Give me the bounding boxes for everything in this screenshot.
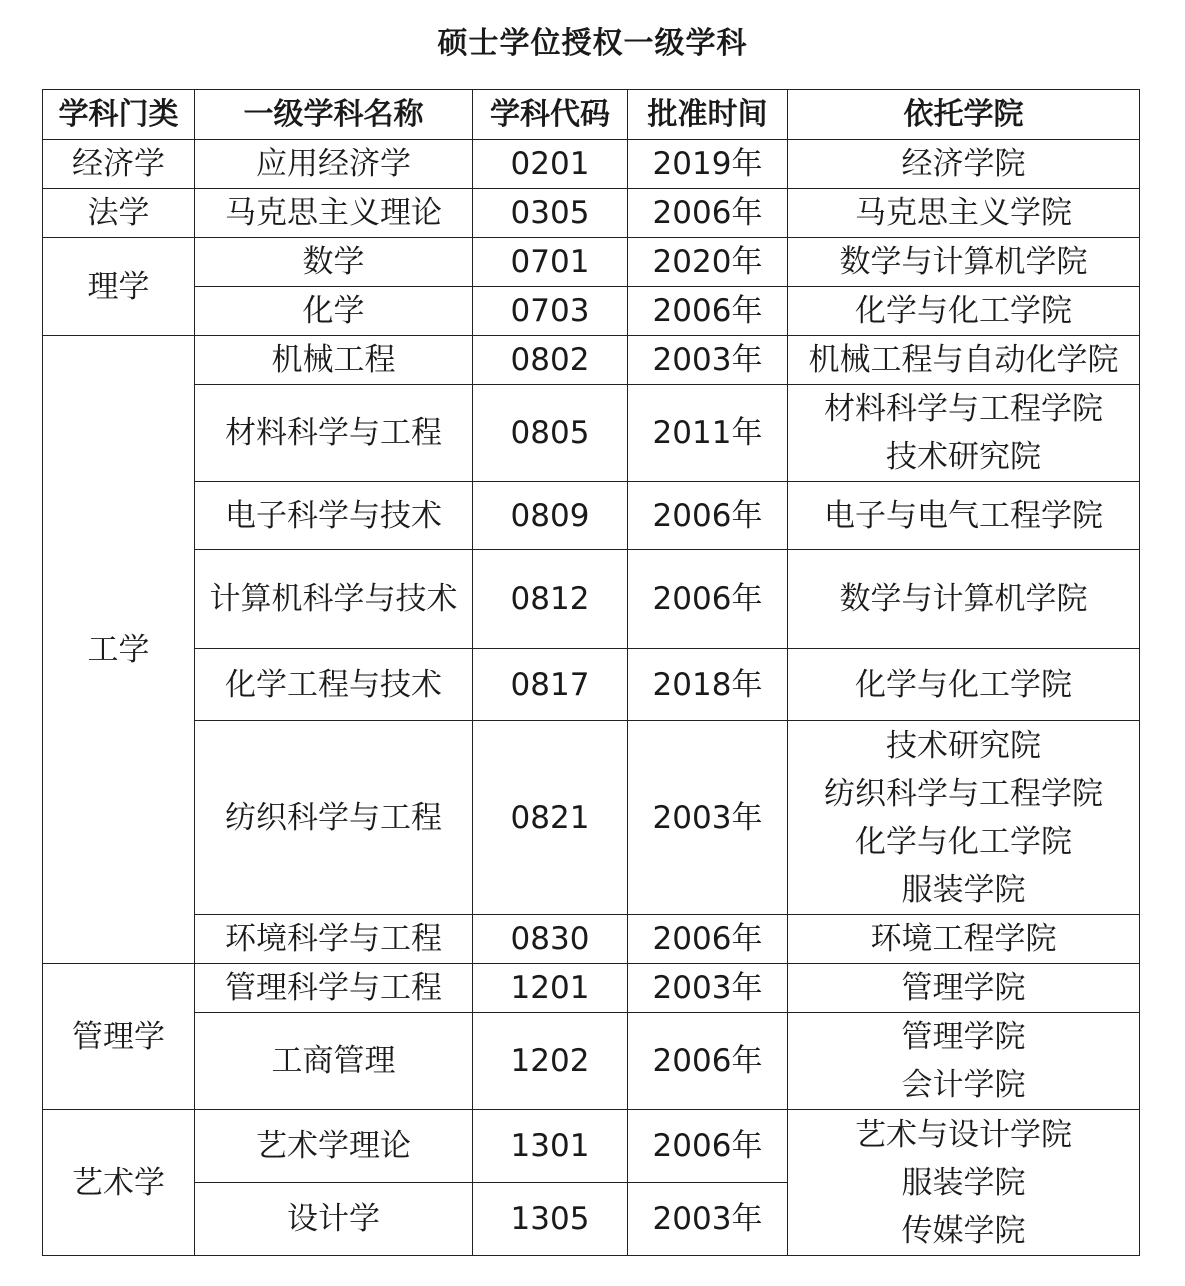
discipline-name-cell: 艺术学理论 xyxy=(195,1110,473,1183)
year-cell: 2006年 xyxy=(628,482,788,550)
header-category: 学科门类 xyxy=(43,90,195,140)
college-cell xyxy=(788,915,1140,964)
code-cell: 0701 xyxy=(473,238,628,287)
code-cell: 0805 xyxy=(473,385,628,482)
code-cell: 1201 xyxy=(473,964,628,1013)
table-row xyxy=(43,721,1140,915)
discipline-name-cell: 计算机科学与技术 xyxy=(195,550,473,649)
table-row xyxy=(43,336,1140,385)
category-cell: 艺术学 xyxy=(43,1110,195,1256)
table-row xyxy=(43,1013,1140,1110)
college-cell xyxy=(788,964,1140,1013)
year-cell: 2006年 xyxy=(628,189,788,238)
table-row xyxy=(43,238,1140,287)
discipline-name-cell: 化学工程与技术 xyxy=(195,649,473,721)
table-row xyxy=(43,287,1140,336)
college-line: 管理学院 xyxy=(901,970,1026,1006)
year-cell: 2018年 xyxy=(628,649,788,721)
discipline-name-cell: 马克思主义理论 xyxy=(195,189,473,238)
header-discipline-name: 一级学科名称 xyxy=(195,90,473,140)
code-cell: 1202 xyxy=(473,1013,628,1110)
discipline-name-cell: 电子科学与技术 xyxy=(195,482,473,550)
college-line: 纺织科学与工程学院 xyxy=(824,775,1103,812)
year-cell: 2006年 xyxy=(628,1013,788,1110)
college-cell xyxy=(788,550,1140,649)
college-line: 电子与电气工程学院 xyxy=(824,497,1103,534)
college-line: 传媒学院 xyxy=(901,1212,1026,1249)
discipline-name-cell: 数学 xyxy=(195,238,473,287)
college-line: 技术研究院 xyxy=(886,439,1041,475)
discipline-name-cell: 纺织科学与工程 xyxy=(195,721,473,915)
college-cell xyxy=(788,238,1140,287)
table-row xyxy=(43,189,1140,238)
code-cell: 1301 xyxy=(473,1110,628,1183)
year-cell: 2006年 xyxy=(628,287,788,336)
discipline-name-cell: 工商管理 xyxy=(195,1013,473,1110)
college-cell xyxy=(788,385,1140,482)
code-cell: 1305 xyxy=(473,1183,628,1256)
code-cell: 0305 xyxy=(473,189,628,238)
discipline-name-cell: 环境科学与工程 xyxy=(195,915,473,964)
college-line: 管理学院 xyxy=(901,1019,1026,1055)
year-cell: 2003年 xyxy=(628,964,788,1013)
discipline-table xyxy=(42,89,1140,1256)
code-cell: 0809 xyxy=(473,482,628,550)
discipline-name-cell: 应用经济学 xyxy=(195,140,473,189)
college-line: 马克思主义学院 xyxy=(855,195,1072,231)
discipline-name-cell: 机械工程 xyxy=(195,336,473,385)
header-row xyxy=(43,90,1140,140)
year-cell: 2006年 xyxy=(628,915,788,964)
year-cell: 2003年 xyxy=(628,336,788,385)
year-cell: 2003年 xyxy=(628,1183,788,1256)
category-cell: 理学 xyxy=(43,238,195,336)
discipline-name-cell: 化学 xyxy=(195,287,473,336)
year-cell: 2020年 xyxy=(628,238,788,287)
table-row xyxy=(43,964,1140,1013)
college-line: 化学与化工学院 xyxy=(855,666,1072,703)
college-cell xyxy=(788,1013,1140,1110)
page-title: 硕士学位授权一级学科 xyxy=(437,26,748,61)
table-row xyxy=(43,550,1140,649)
table-row xyxy=(43,385,1140,482)
college-line: 机械工程与自动化学院 xyxy=(808,342,1119,378)
year-cell: 2006年 xyxy=(628,1110,788,1183)
college-cell xyxy=(788,189,1140,238)
college-cell xyxy=(788,482,1140,550)
table-row xyxy=(43,482,1140,550)
header-code: 学科代码 xyxy=(473,90,628,140)
college-line: 服装学院 xyxy=(901,871,1026,908)
code-cell: 0812 xyxy=(473,550,628,649)
category-cell: 管理学 xyxy=(43,964,195,1110)
college-line: 化学与化工学院 xyxy=(855,293,1072,329)
table-row xyxy=(43,915,1140,964)
college-cell xyxy=(788,721,1140,915)
college-line: 环境工程学院 xyxy=(870,921,1057,957)
code-cell: 0830 xyxy=(473,915,628,964)
header-approval-time: 批准时间 xyxy=(628,90,788,140)
code-cell: 0201 xyxy=(473,140,628,189)
code-cell: 0703 xyxy=(473,287,628,336)
discipline-name-cell: 管理科学与工程 xyxy=(195,964,473,1013)
college-line: 经济学院 xyxy=(901,146,1026,182)
code-cell: 0821 xyxy=(473,721,628,915)
discipline-name-cell: 材料科学与工程 xyxy=(195,385,473,482)
year-cell: 2019年 xyxy=(628,140,788,189)
table-row xyxy=(43,1110,1140,1183)
college-line: 艺术与设计学院 xyxy=(855,1116,1072,1153)
code-cell: 0802 xyxy=(473,336,628,385)
year-cell: 2006年 xyxy=(628,550,788,649)
college-line: 数学与计算机学院 xyxy=(839,581,1088,617)
college-line: 材料科学与工程学院 xyxy=(824,391,1103,427)
table-row xyxy=(43,140,1140,189)
year-cell: 2011年 xyxy=(628,385,788,482)
college-line: 会计学院 xyxy=(901,1067,1026,1103)
category-cell: 经济学 xyxy=(43,140,195,189)
category-cell: 法学 xyxy=(43,189,195,238)
header-college: 依托学院 xyxy=(788,90,1140,140)
college-cell xyxy=(788,1110,1140,1256)
college-line: 技术研究院 xyxy=(886,727,1041,764)
discipline-name-cell: 设计学 xyxy=(195,1183,473,1256)
year-cell: 2003年 xyxy=(628,721,788,915)
college-cell xyxy=(788,287,1140,336)
college-cell xyxy=(788,649,1140,721)
college-line: 化学与化工学院 xyxy=(855,823,1072,860)
college-line: 数学与计算机学院 xyxy=(839,244,1088,280)
college-line: 服装学院 xyxy=(901,1164,1026,1201)
code-cell: 0817 xyxy=(473,649,628,721)
table-row xyxy=(43,649,1140,721)
college-cell xyxy=(788,140,1140,189)
college-cell xyxy=(788,336,1140,385)
category-cell: 工学 xyxy=(43,336,195,964)
